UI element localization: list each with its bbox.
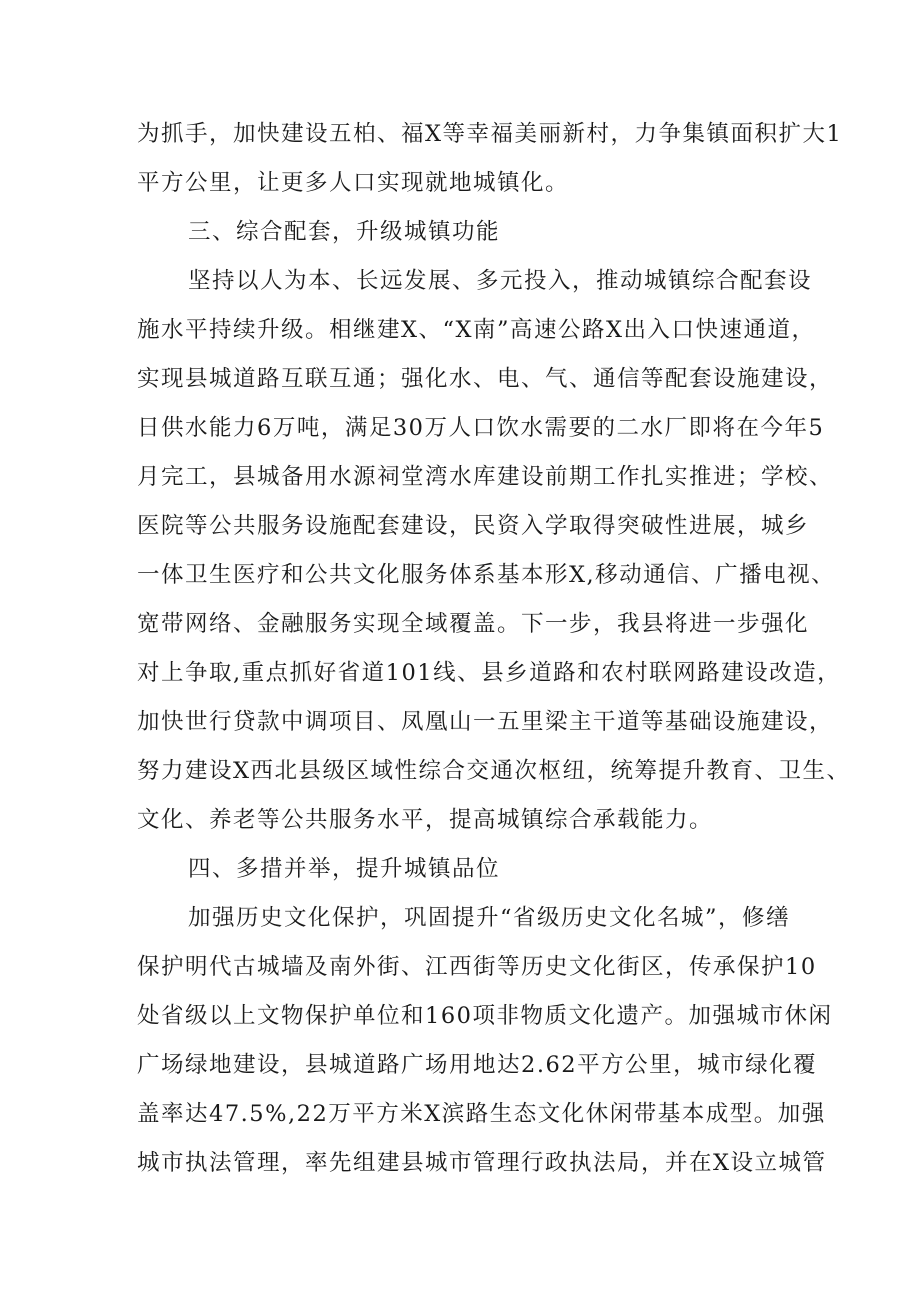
paragraph-line: 宽带网络、金融服务实现全域覆盖。下一步，我县将进一步强化	[137, 611, 810, 637]
paragraph-line: 城市执法管理，率先组建县城市管理行政执法局，并在X设立城管	[137, 1150, 827, 1176]
paragraph-line: 月完工，县城备用水源祠堂湾水库建设前期工作扎实推进；学校、	[137, 464, 834, 490]
paragraph-line: 努力建设X西北县级区域性综合交通次枢纽，统筹提升教育、卫生、	[137, 758, 851, 784]
paragraph-line: 平方公里，让更多人口实现就地城镇化。	[137, 170, 570, 196]
paragraph-line: 加强历史文化保护，巩固提升“省级历史文化名城”，修缮	[188, 905, 791, 931]
paragraph-line: 盖率达47.5%,22万平方米X滨路生态文化休闲带基本成型。加强	[137, 1101, 826, 1127]
paragraph-line: 广场绿地建设，县城道路广场用地达2.62平方公里，城市绿化覆	[137, 1052, 818, 1078]
paragraph-line: 加快世行贷款中调项目、凤凰山一五里梁主干道等基础设施建设，	[137, 709, 834, 735]
section-heading: 三、综合配套，升级城镇功能	[188, 219, 501, 245]
paragraph-line: 一体卫生医疗和公共文化服务体系基本形X,移动通信、广播电视、	[137, 562, 836, 588]
paragraph-line: 医院等公共服务设施配套建设，民资入学取得突破性进展，城乡	[137, 513, 810, 539]
paragraph-line: 文化、养老等公共服务水平，提高城镇综合承载能力。	[137, 807, 714, 833]
paragraph-line: 施水平持续升级。相继建X、“X南”高速公路X出入口快速通道，	[137, 317, 816, 343]
paragraph-line: 对上争取,重点抓好省道101线、县乡道路和农村联网路建设改造，	[137, 660, 842, 686]
paragraph-line: 日供水能力6万吨，满足30万人口饮水需要的二水厂即将在今年5	[137, 415, 825, 441]
paragraph-line: 为抓手，加快建设五柏、福X等幸福美丽新村，力争集镇面积扩大1	[137, 121, 843, 147]
paragraph-line: 保护明代古城墙及南外街、江西街等历史文化街区，传承保护10	[137, 954, 817, 980]
paragraph-line: 处省级以上文物保护单位和160项非物质文化遗产。加强城市休闲	[137, 1003, 833, 1029]
section-heading: 四、多措并举，提升城镇品位	[188, 856, 501, 882]
paragraph-line: 实现县城道路互联互通；强化水、电、气、通信等配套设施建设，	[137, 366, 834, 392]
paragraph-line: 坚持以人为本、长远发展、多元投入，推动城镇综合配套设	[188, 268, 813, 294]
